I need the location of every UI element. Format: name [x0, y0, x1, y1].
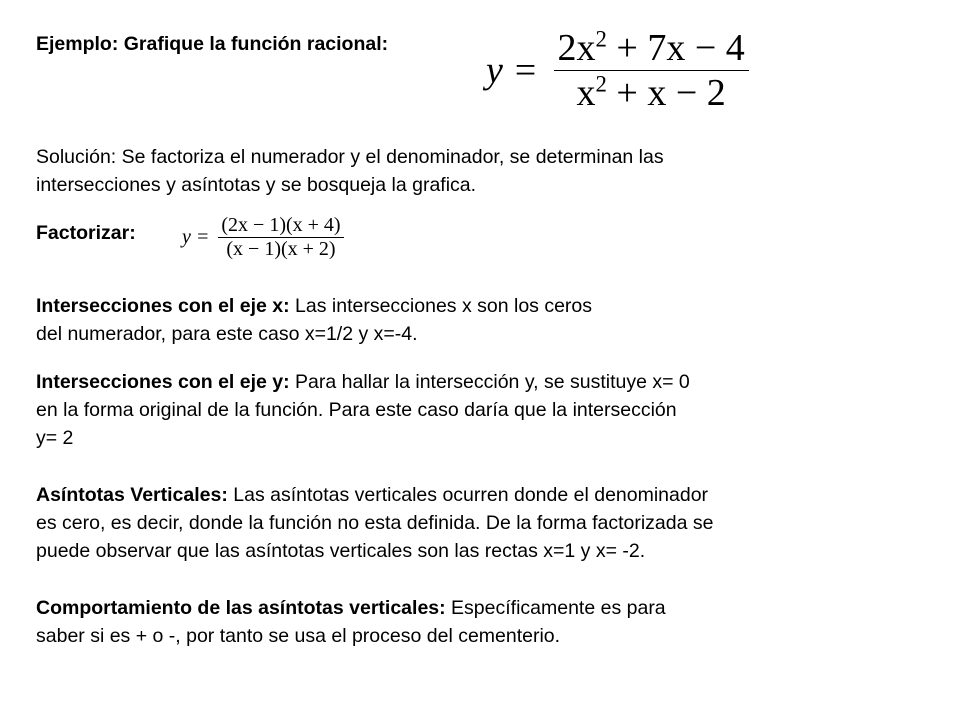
- y-intercepts-line-2: en la forma original de la función. Para este caso daría que la intersección: [36, 399, 677, 421]
- factored-lhs: y =: [182, 226, 210, 248]
- example-heading: Ejemplo: Grafique la función racional:: [36, 33, 389, 55]
- equation-numerator: $2x^2 + 7x - 4$: [557, 26, 745, 69]
- vertical-asymptotes-line-2: es cero, es decir, donde la función no esta definida. De la forma factorizada se: [36, 512, 714, 534]
- vertical-asymptotes-line-1: Asíntotas Verticales: Las asíntotas verticales ocurren donde el denominador: [36, 484, 709, 506]
- y-intercepts-line-1: Intersecciones con el eje y: Para hallar la intersección y, se sustituye x= 0: [36, 371, 690, 393]
- vertical-asymptotes-line-3: puede observar que las asíntotas verticales son las rectas x=1 y x= -2.: [36, 540, 646, 562]
- factored-fraction: [218, 214, 343, 261]
- y-intercepts-title: Intersecciones con el eje y:: [36, 371, 290, 393]
- factor-label: Factorizar:: [36, 222, 136, 244]
- factored-numerator: (2x − 1)(x + 4): [221, 214, 341, 236]
- vertical-asymptotes-title: Asíntotas Verticales:: [36, 484, 228, 506]
- y-intercepts-line-3: y= 2: [36, 427, 74, 449]
- x-intercepts-title: Intersecciones con el eje x:: [36, 295, 290, 317]
- behavior-line-2: saber si es + o -, por tanto se usa el proceso del cementerio.: [36, 625, 561, 647]
- behavior-line-1: Comportamiento de las asíntotas verticales: Específicamente es para: [36, 597, 666, 619]
- rational-function-equation: [486, 26, 749, 115]
- x-intercepts-line-2: del numerador, para este caso x=1/2 y x=-4.: [36, 323, 418, 345]
- equation-fraction: [554, 26, 749, 115]
- x-intercepts-line-1: Intersecciones con el eje x: Las intersecciones x son los ceros: [36, 295, 593, 317]
- equation-denominator: $x^2 + x - 2$: [576, 71, 726, 114]
- solution-line-2: intersecciones y asíntotas y se bosqueja la grafica.: [36, 174, 477, 196]
- solution-line-1: Solución: Se factoriza el numerador y el denominador, se determinan las: [36, 146, 664, 168]
- factored-denominator: (x − 1)(x + 2): [226, 238, 336, 260]
- behavior-title: Comportamiento de las asíntotas verticales:: [36, 597, 446, 619]
- factored-equation: [182, 214, 344, 261]
- equation-lhs: y =: [486, 49, 539, 92]
